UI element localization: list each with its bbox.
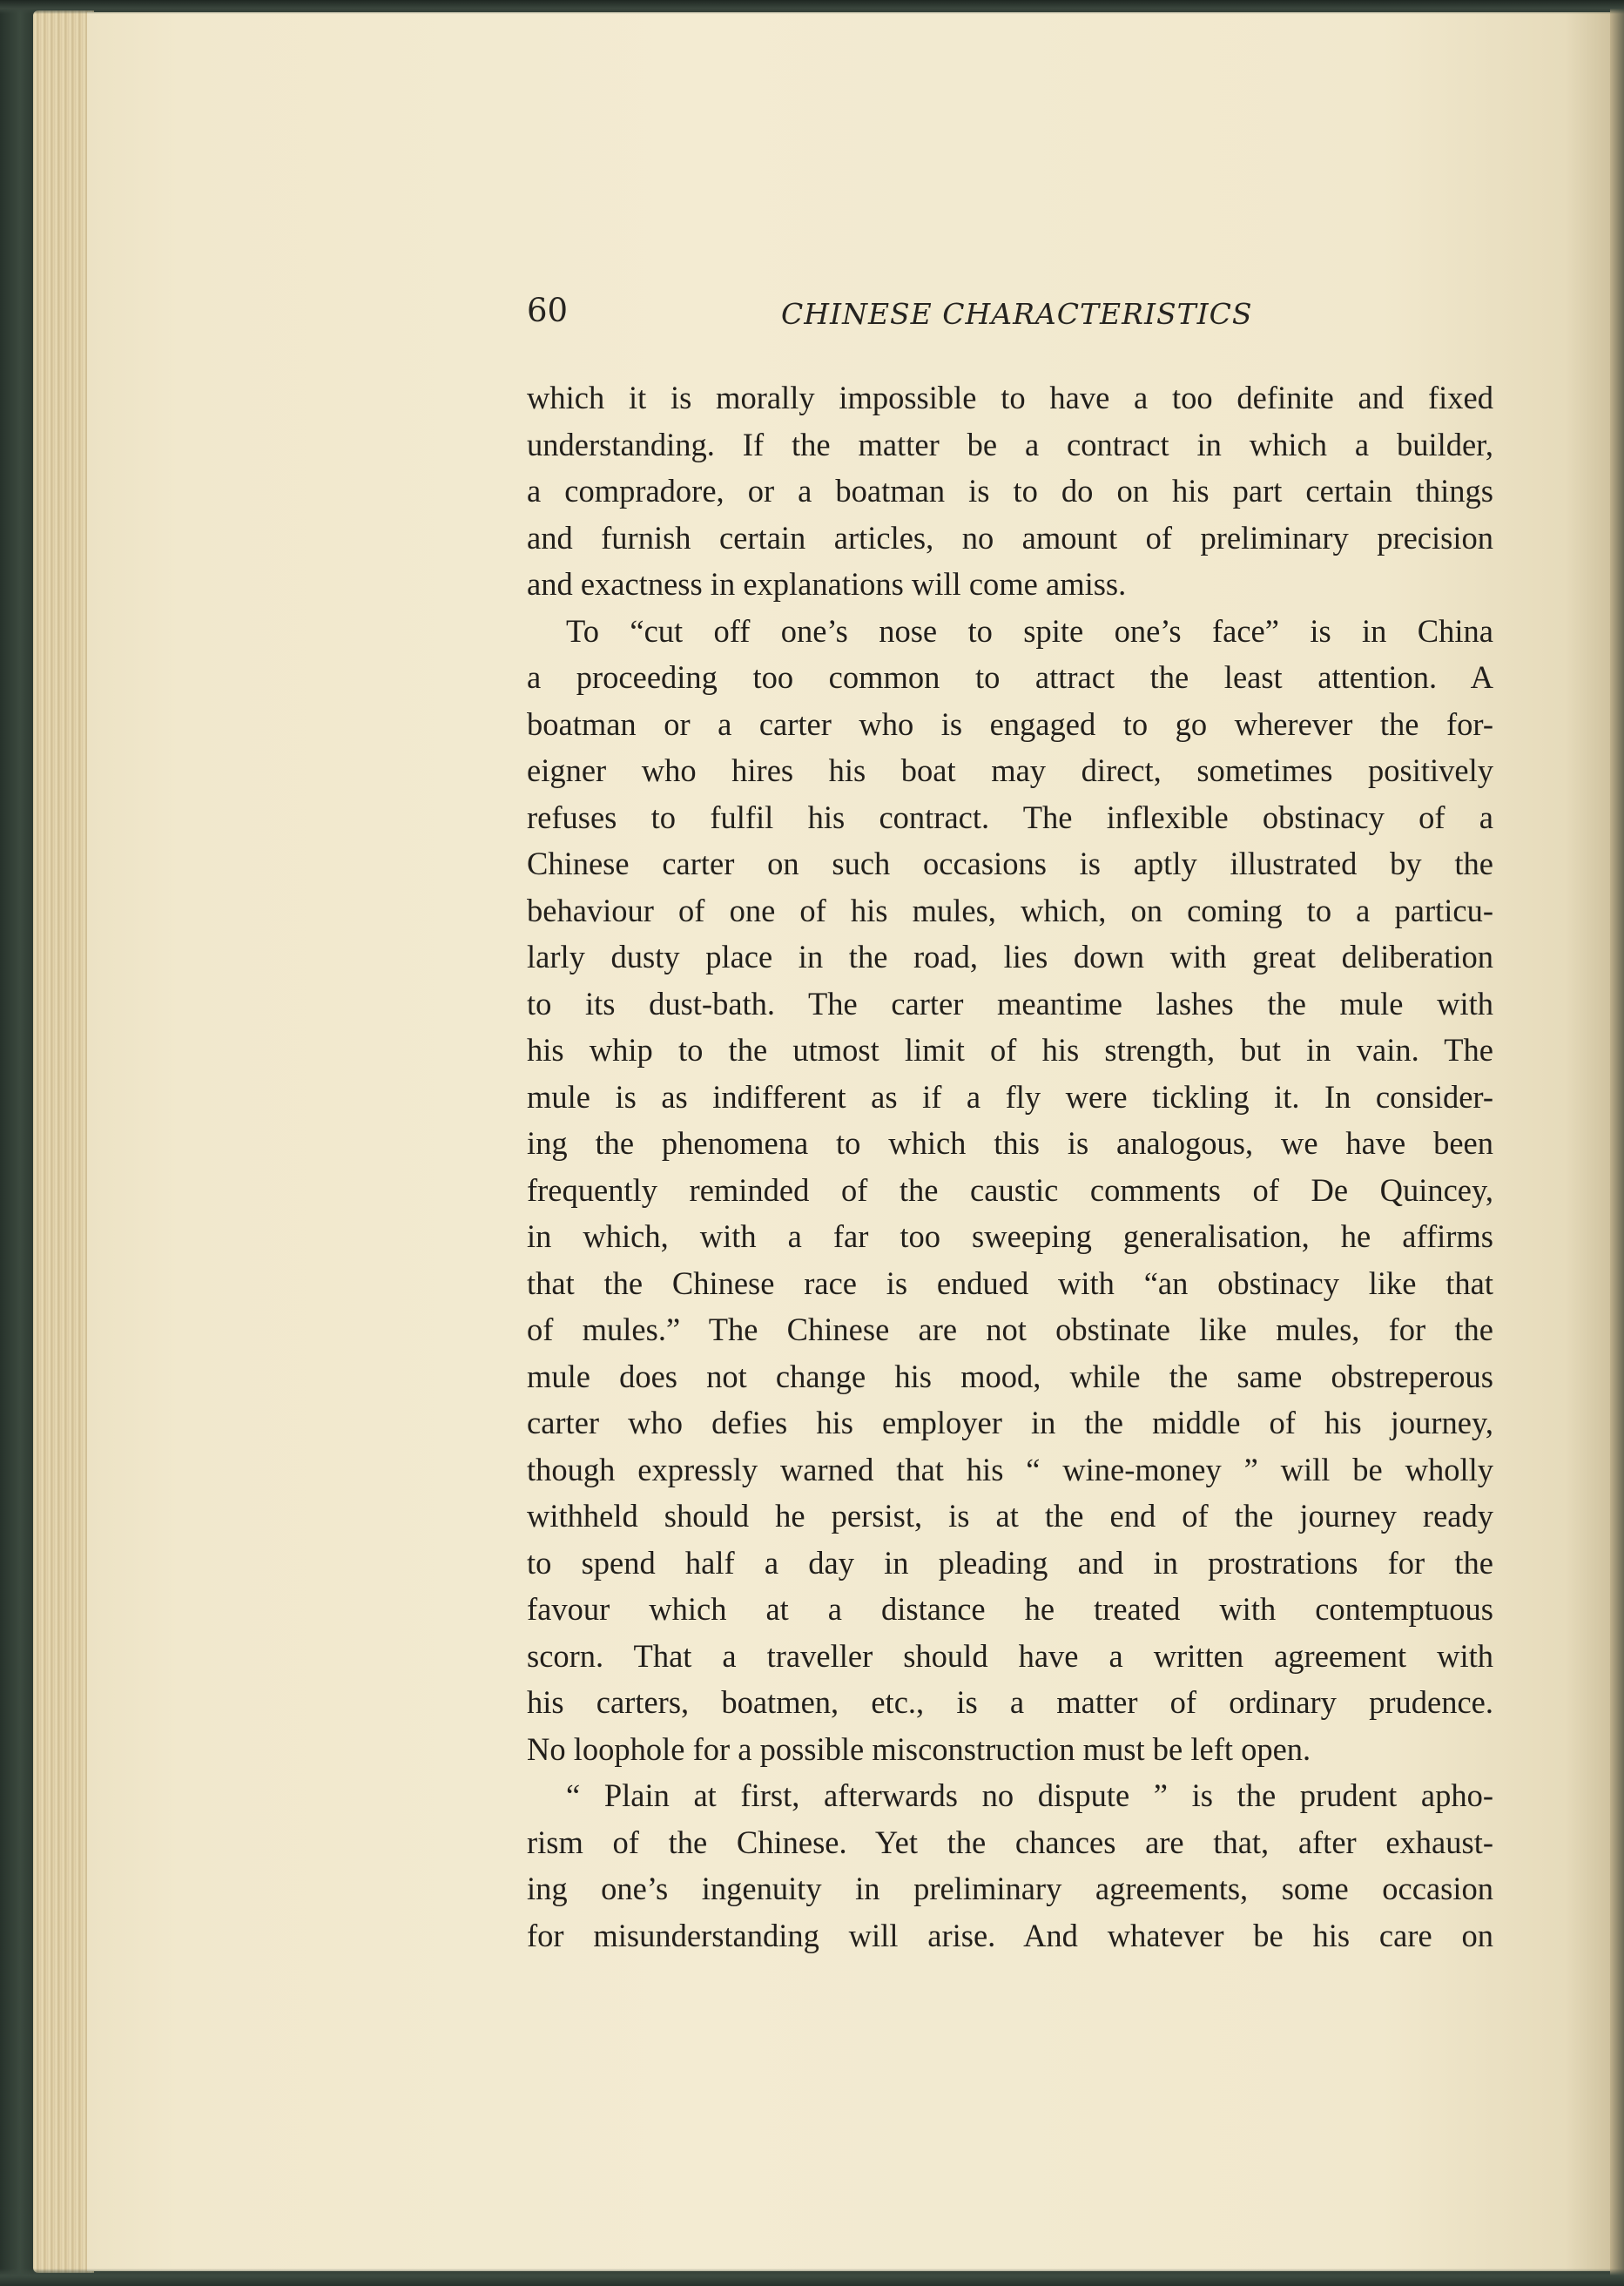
- gutter-shadow: [1610, 0, 1624, 2286]
- text-line: and exactness in explanations will come amiss.: [527, 566, 1127, 602]
- text-line: his carters, boatmen, etc., is a matter of ordinary prudence.: [527, 1684, 1493, 1720]
- text-line: ing one’s ingenuity in preliminary agreements, some occasion: [527, 1871, 1493, 1906]
- text-line: of mules.” The Chinese are not obstinate like mules, for the: [527, 1312, 1493, 1347]
- text-line: behaviour of one of his mules, which, on coming to a particu-: [527, 892, 1493, 928]
- running-title: CHINESE CHARACTERISTICS: [781, 297, 1253, 331]
- text-line: to its dust-bath. The carter meantime lashes the mule with: [527, 985, 1493, 1022]
- text-line: larly dusty place in the road, lies down with great deliberation: [527, 939, 1493, 974]
- book-cover-edge: [0, 0, 37, 2286]
- page-number: 60: [527, 292, 569, 329]
- text-line: frequently reminded of the caustic comments of De Quincey,: [527, 1171, 1493, 1208]
- top-shadow: [0, 0, 1624, 14]
- text-line: and furnish certain articles, no amount of preliminary precision: [527, 519, 1493, 556]
- bottom-shadow: [0, 2269, 1624, 2286]
- text-line: No loophole for a possible misconstruction must be left open.: [527, 1730, 1311, 1767]
- text-line: refuses to fulfil his contract. The inflexible obstinacy of a: [527, 799, 1493, 835]
- text-line: for misunderstanding will arise. And whatever be his care on: [527, 1917, 1493, 1953]
- text-line: scorn. That a traveller should have a written agreement with: [527, 1637, 1493, 1674]
- text-line: “ Plain at first, afterwards no dispute ” is the prudent apho-: [566, 1777, 1493, 1813]
- text-line: though expressly warned that his “ wine-money ” will be wholly: [527, 1451, 1493, 1487]
- running-head: [527, 292, 1493, 344]
- page-edges: [33, 10, 94, 2273]
- text-line: which it is morally impossible to have a too definite and fixed: [527, 380, 1493, 415]
- text-line: mule is as indifferent as if a fly were tickling it. In consider-: [527, 1078, 1493, 1115]
- text-line: boatman or a carter who is engaged to go wherever the for-: [527, 705, 1493, 742]
- text-line: carter who defies his employer in the middle of his journey,: [527, 1405, 1493, 1440]
- body-text: [527, 374, 1493, 1959]
- text-line: a compradore, or a boatman is to do on his part certain things: [527, 473, 1493, 509]
- text-line: ing the phenomena to which this is analogous, we have been: [527, 1125, 1493, 1161]
- text-line: that the Chinese race is endued with “an obstinacy like that: [527, 1264, 1493, 1301]
- text-line: in which, with a far too sweeping generalisation, he affirms: [527, 1218, 1493, 1254]
- text-line: favour which at a distance he treated with contemptuous: [527, 1591, 1493, 1627]
- text-line: his whip to the utmost limit of his strength, but in vain. The: [527, 1032, 1493, 1068]
- text-line: a proceeding too common to attract the least attention. A: [527, 659, 1493, 695]
- text-line: rism of the Chinese. Yet the chances are that, after exhaust-: [527, 1824, 1493, 1860]
- text-line: to spend half a day in pleading and in prostrations for the: [527, 1544, 1493, 1581]
- text-line: understanding. If the matter be a contract in which a builder,: [527, 426, 1493, 462]
- text-line: mule does not change his mood, while the same obstreperous: [527, 1358, 1493, 1394]
- text-line: To “cut off one’s nose to spite one’s face” is in China: [566, 612, 1493, 649]
- text-line: withheld should he persist, is at the end of the journey ready: [527, 1498, 1493, 1534]
- text-line: Chinese carter on such occasions is aptly illustrated by the: [527, 846, 1493, 881]
- text-line: eigner who hires his boat may direct, sometimes positively: [527, 752, 1493, 788]
